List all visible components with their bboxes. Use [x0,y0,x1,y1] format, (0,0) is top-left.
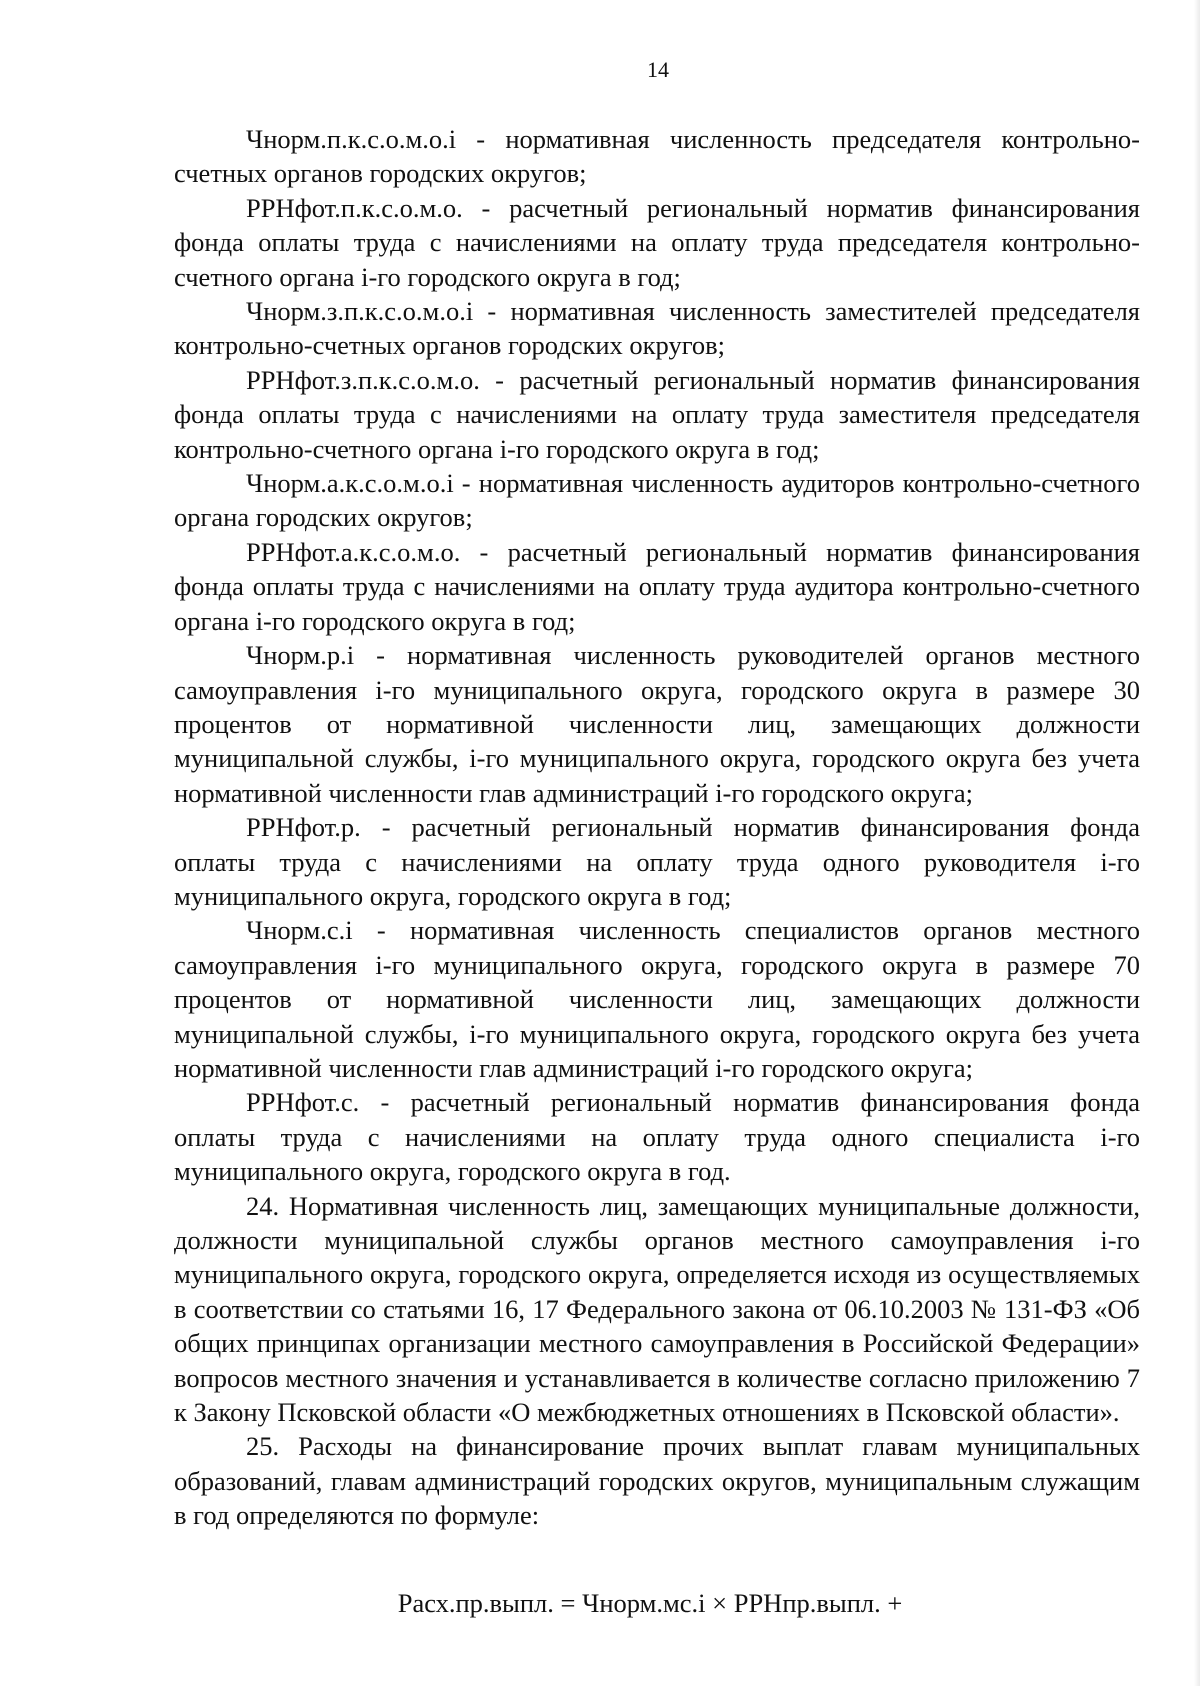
page-number: 14 [647,57,669,82]
paragraph-chnorm-zpkso: Чнорм.з.п.к.с.о.м.о.i - нормативная численность заместителей председателя контрольно-счетных органов городских округов; [174,296,1140,361]
scan-edge-shadow [1194,0,1200,1686]
paragraph-chnorm-akso: Чнорм.а.к.с.о.м.о.i - нормативная численность аудиторов контрольно-счетного органа городских округов; [174,468,1140,533]
paragraph-rrnfot-zpkso: РРНфот.з.п.к.с.о.м.о. - расчетный региональный норматив финансирования фонда оплаты труда с начислениями на оплату труда заместителя председателя контрольно-счетного органа i-го городского округа в год; [174,364,1140,464]
document-body [174,122,1140,1533]
paragraph-rrnfot-s: РРНфот.с. - расчетный региональный норматив финансирования фонда оплаты труда с начислениями на оплату труда одного специалиста i-го муниципального округа, городского округа в год. [174,1087,1140,1187]
paragraph-rrnfot-akso: РРНфот.а.к.с.о.м.о. - расчетный региональный норматив финансирования фонда оплаты труда с начислениями на оплату труда аудитора контрольно-счетного органа i-го городского округа в год; [174,536,1140,636]
paragraph-rrnfot-r: РРНфот.р. - расчетный региональный норматив финансирования фонда оплаты труда с начислениями на оплату труда одного руководителя i-го муниципального округа, городского округа в год; [174,812,1140,911]
paragraph-rrnfot-pkso: РРНфот.п.к.с.о.м.о. - расчетный региональный норматив финансирования фонда оплаты труда с начислениями на оплату труда председателя контрольно-счетного органа i-го городского округа в год; [174,192,1140,292]
paragraph-chnorm-s: Чнорм.с.i - нормативная численность специалистов органов местного самоуправления i-го муниципального округа, городского округа в размере 70 процентов от нормативной численности лиц, замещающих должности муниципальной службы, i-го муниципального округа, городского округа без учета нормативной численности глав администраций i-го городского округа; [174,915,1140,1083]
paragraph-item-25: 25. Расходы на финансирование прочих выплат главам муниципальных образований, главам администраций городских округов, муниципальным служащим в год определяются по формуле: [174,1431,1140,1531]
paragraph-item-24: 24. Нормативная численность лиц, замещающих муниципальные должности, должности муниципальной службы органов местного самоуправления i-го муниципального округа, городского округа, определяется исходя из осуществляемых в соответствии со статьями 16, 17 Федерального закона от 06.10.2003 № 131-ФЗ «Об общих принципах организации местного самоуправления в Российской Федерации» вопросов местного значения и устанавливается в количестве согласно приложению 7 к Закону Псковской области «О межбюджетных отношениях в Псковской области». [174,1190,1140,1428]
paragraph-chnorm-pkso: Чнорм.п.к.с.о.м.о.i - нормативная численность председателя контрольно-счетных органов городских округов; [174,124,1140,189]
paragraph-chnorm-r: Чнорм.р.i - нормативная численность руководителей органов местного самоуправления i-го муниципального округа, городского округа в размере 30 процентов от нормативной численности лиц, замещающих должности муниципальной службы, i-го муниципального округа, городского округа без учета нормативной численности глав администраций i-го городского округа; [174,640,1140,808]
formula-line: Расх.пр.выпл. = Чнорм.мс.i × РРНпр.выпл. + [397,1588,903,1618]
